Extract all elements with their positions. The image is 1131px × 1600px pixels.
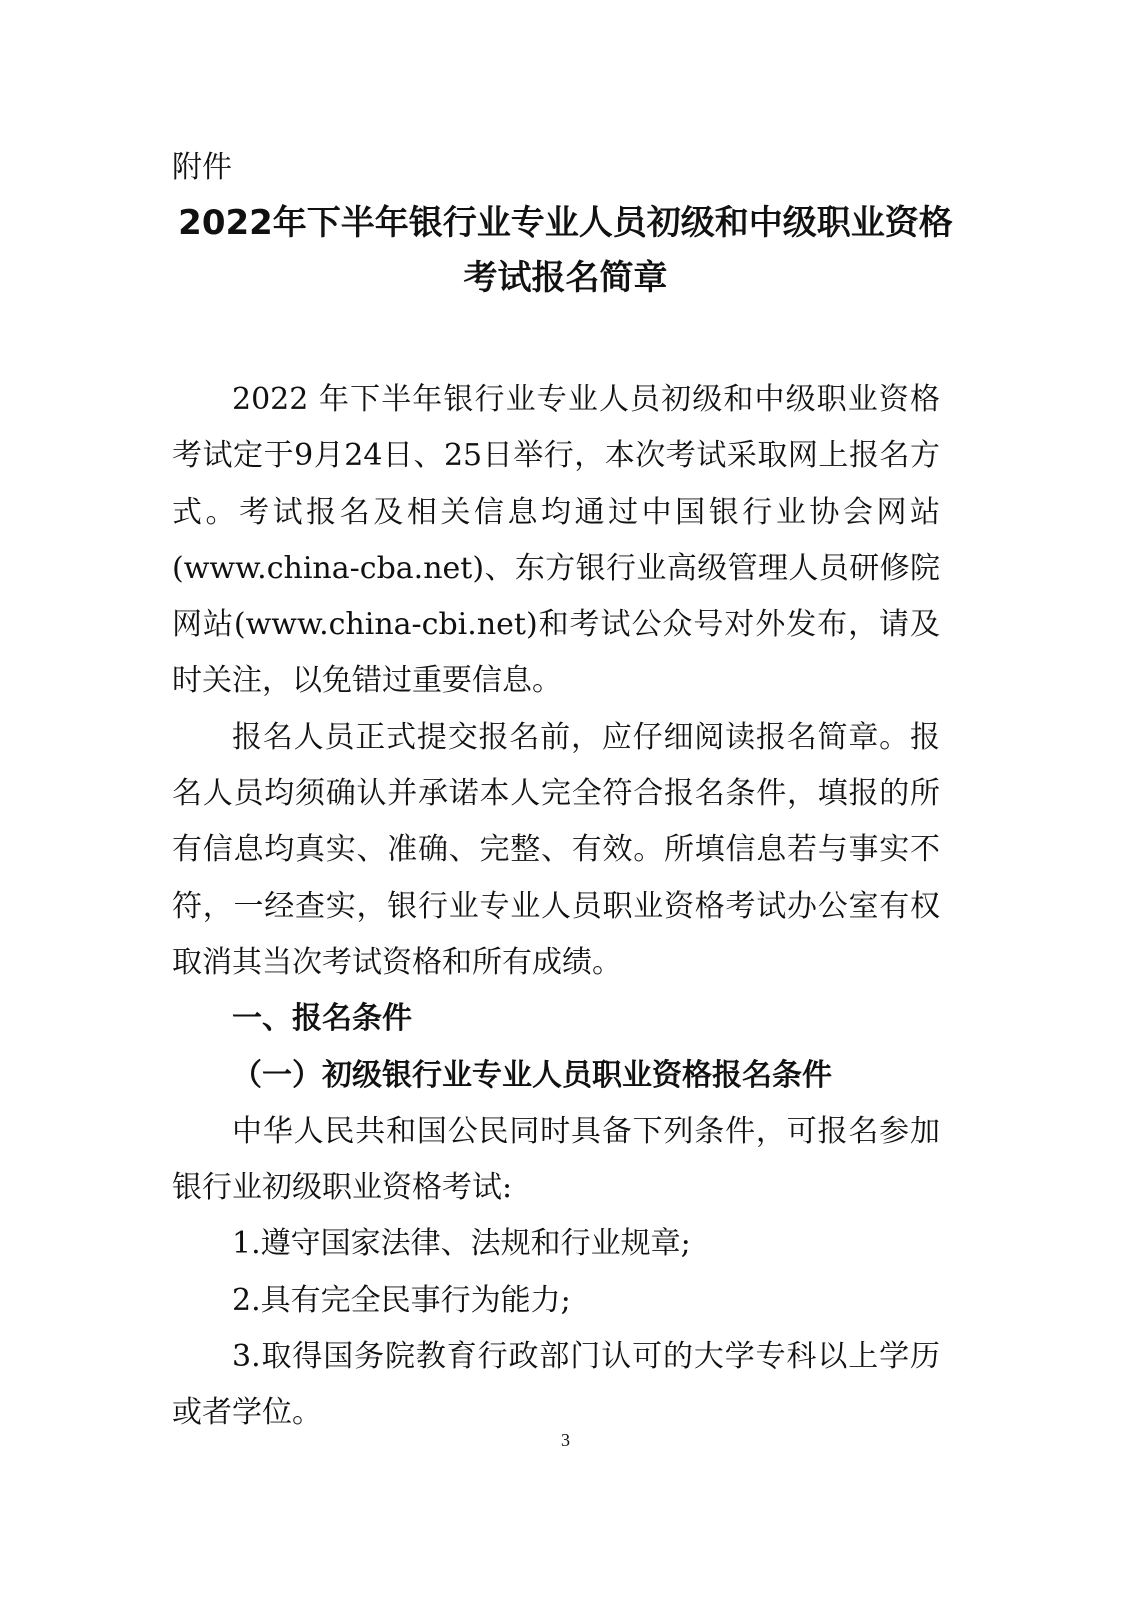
intro-paragraph: 2022 年下半年银行业专业人员初级和中级职业资格考试定于9月24日、25日举行，本次考试采取网上报名方式。考试报名及相关信息均通过中国银行业协会网站(www.china-cba.net)、东方银行业高级管理人员研修院网站(www.china-cbi.net)和考试公众号对外发布，请及时关注，以免错过重要信息。 [172, 382, 940, 699]
document-body [172, 372, 940, 1442]
attachment-label: 附件 [172, 150, 232, 185]
page-number: 3 [561, 1430, 570, 1450]
subsection-heading-junior-conditions: （一）初级银行业专业人员职业资格报名条件 [232, 1057, 832, 1093]
condition-item-1: 1.遵守国家法律、法规和行业规章; [232, 1226, 691, 1262]
eligibility-intro-paragraph: 中华人民共和国公民同时具备下列条件，可报名参加银行业初级职业资格考试: [172, 1113, 940, 1206]
condition-item-3: 3.取得国务院教育行政部门认可的大学专科以上学历或者学位。 [172, 1339, 940, 1431]
document-title-line-2: 考试报名简章 [463, 258, 668, 298]
condition-item-2: 2.具有完全民事行为能力; [232, 1282, 571, 1318]
section-heading-registration-conditions: 一、报名条件 [232, 1001, 412, 1037]
document-title-line-1: 2022年下半年银行业专业人员初级和中级职业资格 [178, 203, 953, 243]
notice-paragraph: 报名人员正式提交报名前，应仔细阅读报名简章。报名人员均须确认并承诺本人完全符合报名条件，填报的所有信息均真实、准确、完整、有效。所填信息若与事实不符，一经查实，银行业专业人员职业资格考试办公室有权取消其当次考试资格和所有成绩。 [172, 719, 940, 980]
